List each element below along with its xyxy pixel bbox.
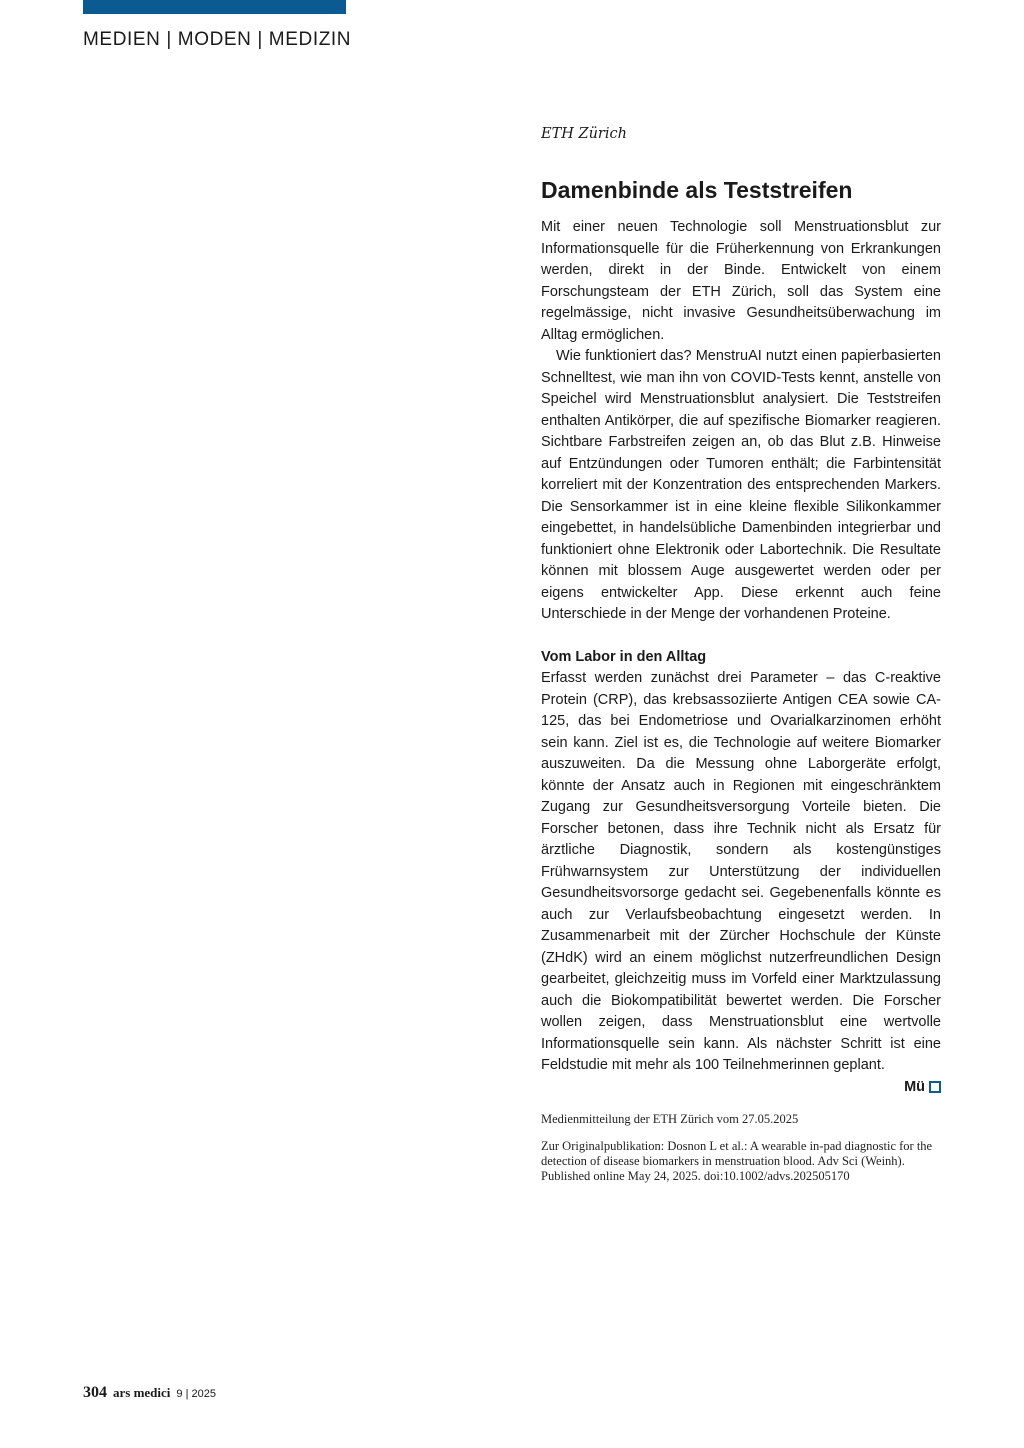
article-end-line [541,1077,941,1099]
article-paragraph-text: Erfasst werden zunächst drei Parameter – das C-reaktive Protein (CRP), das krebsassoziierte Antigen CEA sowie CA-125, das bei Endometriose und Ovarialkarzinomen erhöht sein kann. Ziel ist es, die Technologie auf weitere Biomarker auszuweiten. Da die Messung ohne Laborgeräte erfolgt, könnte der Ansatz auch in Regionen mit eingeschränktem Zugang zur Gesundheitsversorgung Vorteile bieten. Die Forscher betonen, dass ihre Technik nicht als Ersatz für ärztliche Diagnostik, sondern als kostengünstiges Frühwarnsystem zur Unterstützung der individuellen Gesundheitsvorsorge gedacht sei. Gegebenenfalls könnte es auch zur Verlaufsbeobachtung eingesetzt werden. In Zusammenarbeit mit der Zürcher Hochschule der Künste (ZHdK) wird an einem möglichst nutzerfreundlichen Design gearbeitet, gleichzeitig muss im Vorfeld einer Marktzulassung auch die Biokompatibilität bewertet werden. Die Forscher wollen zeigen, dass Menstruationsblut eine wertvolle Informationsquelle sein kann. Als nächster Schritt ist eine Feldstudie mit mehr als 100 Teilnehmerinnen geplant. [541,670,941,1073]
journal-name: ars medici [113,1385,171,1400]
article-paragraph [541,668,941,1077]
article-lead-paragraph: Mit einer neuen Technologie soll Menstruationsblut zur Informationsquelle für die Früherkennung von Erkrankungen werden, direkt in der Binde. Entwickelt von einem Forschungsteam der ETH Zürich, soll das System eine regelmässige, nicht invasive Gesundheitsüberwachung im Alltag ermöglichen. [541,219,941,343]
issue-number: 9 | 2025 [176,1388,216,1400]
article-paragraph: Wie funktioniert das? MenstruAI nutzt einen papierbasierten Schnelltest, wie man ihn von COVID-Tests kennt, anstelle von Speichel wird Menstruationsblut analysiert. Die Teststreifen enthalten Antikörper, die auf spezifische Biomarker reagieren. Sichtbare Farbstreifen zeigen an, ob das Blut z.B. Hinweise auf Entzündungen oder Tumoren enthält; die Farbintensität korreliert mit der Konzentration des entsprechenden Markers. Die Sensorkammer ist in eine kleine flexible Silikonkammer eingebettet, in handelsübliche Damenbinden integrierbar und funktioniert ohne Elektronik oder Labortechnik. Die Resultate können mit blossem Auge ausgewertet werden oder per eigens entwickelter App. Diese erkennt auch feine Unterschiede in der Menge der vorhandenen Proteine. [541,348,941,622]
article-kicker: ETH Zürich [541,126,627,142]
page-footer [83,1384,216,1402]
author-mark [904,1077,941,1099]
article-subheading: Vom Labor in den Alltag [541,648,707,665]
article-body [541,217,941,1098]
page-number: 304 [83,1384,107,1401]
author-initials: Mü [904,1078,925,1095]
article-title: Damenbinde als Teststreifen [541,177,853,203]
article [541,126,941,1184]
reference-citation: Zur Originalpublikation: Dosnon L et al.: A wearable in-pad diagnostic for the detection of disease biomarkers in menstruation blood. Adv Sci (Weinh). Published online May 24, 2025. doi:10.1002/advs.202505170 [541,1139,933,1183]
end-square-icon [929,1081,941,1093]
section-header: MEDIEN | MODEN | MEDIZIN [83,29,352,50]
header-accent-bar [83,0,346,14]
source-note: Medienmitteilung der ETH Zürich vom 27.05.2025 [541,1112,799,1126]
